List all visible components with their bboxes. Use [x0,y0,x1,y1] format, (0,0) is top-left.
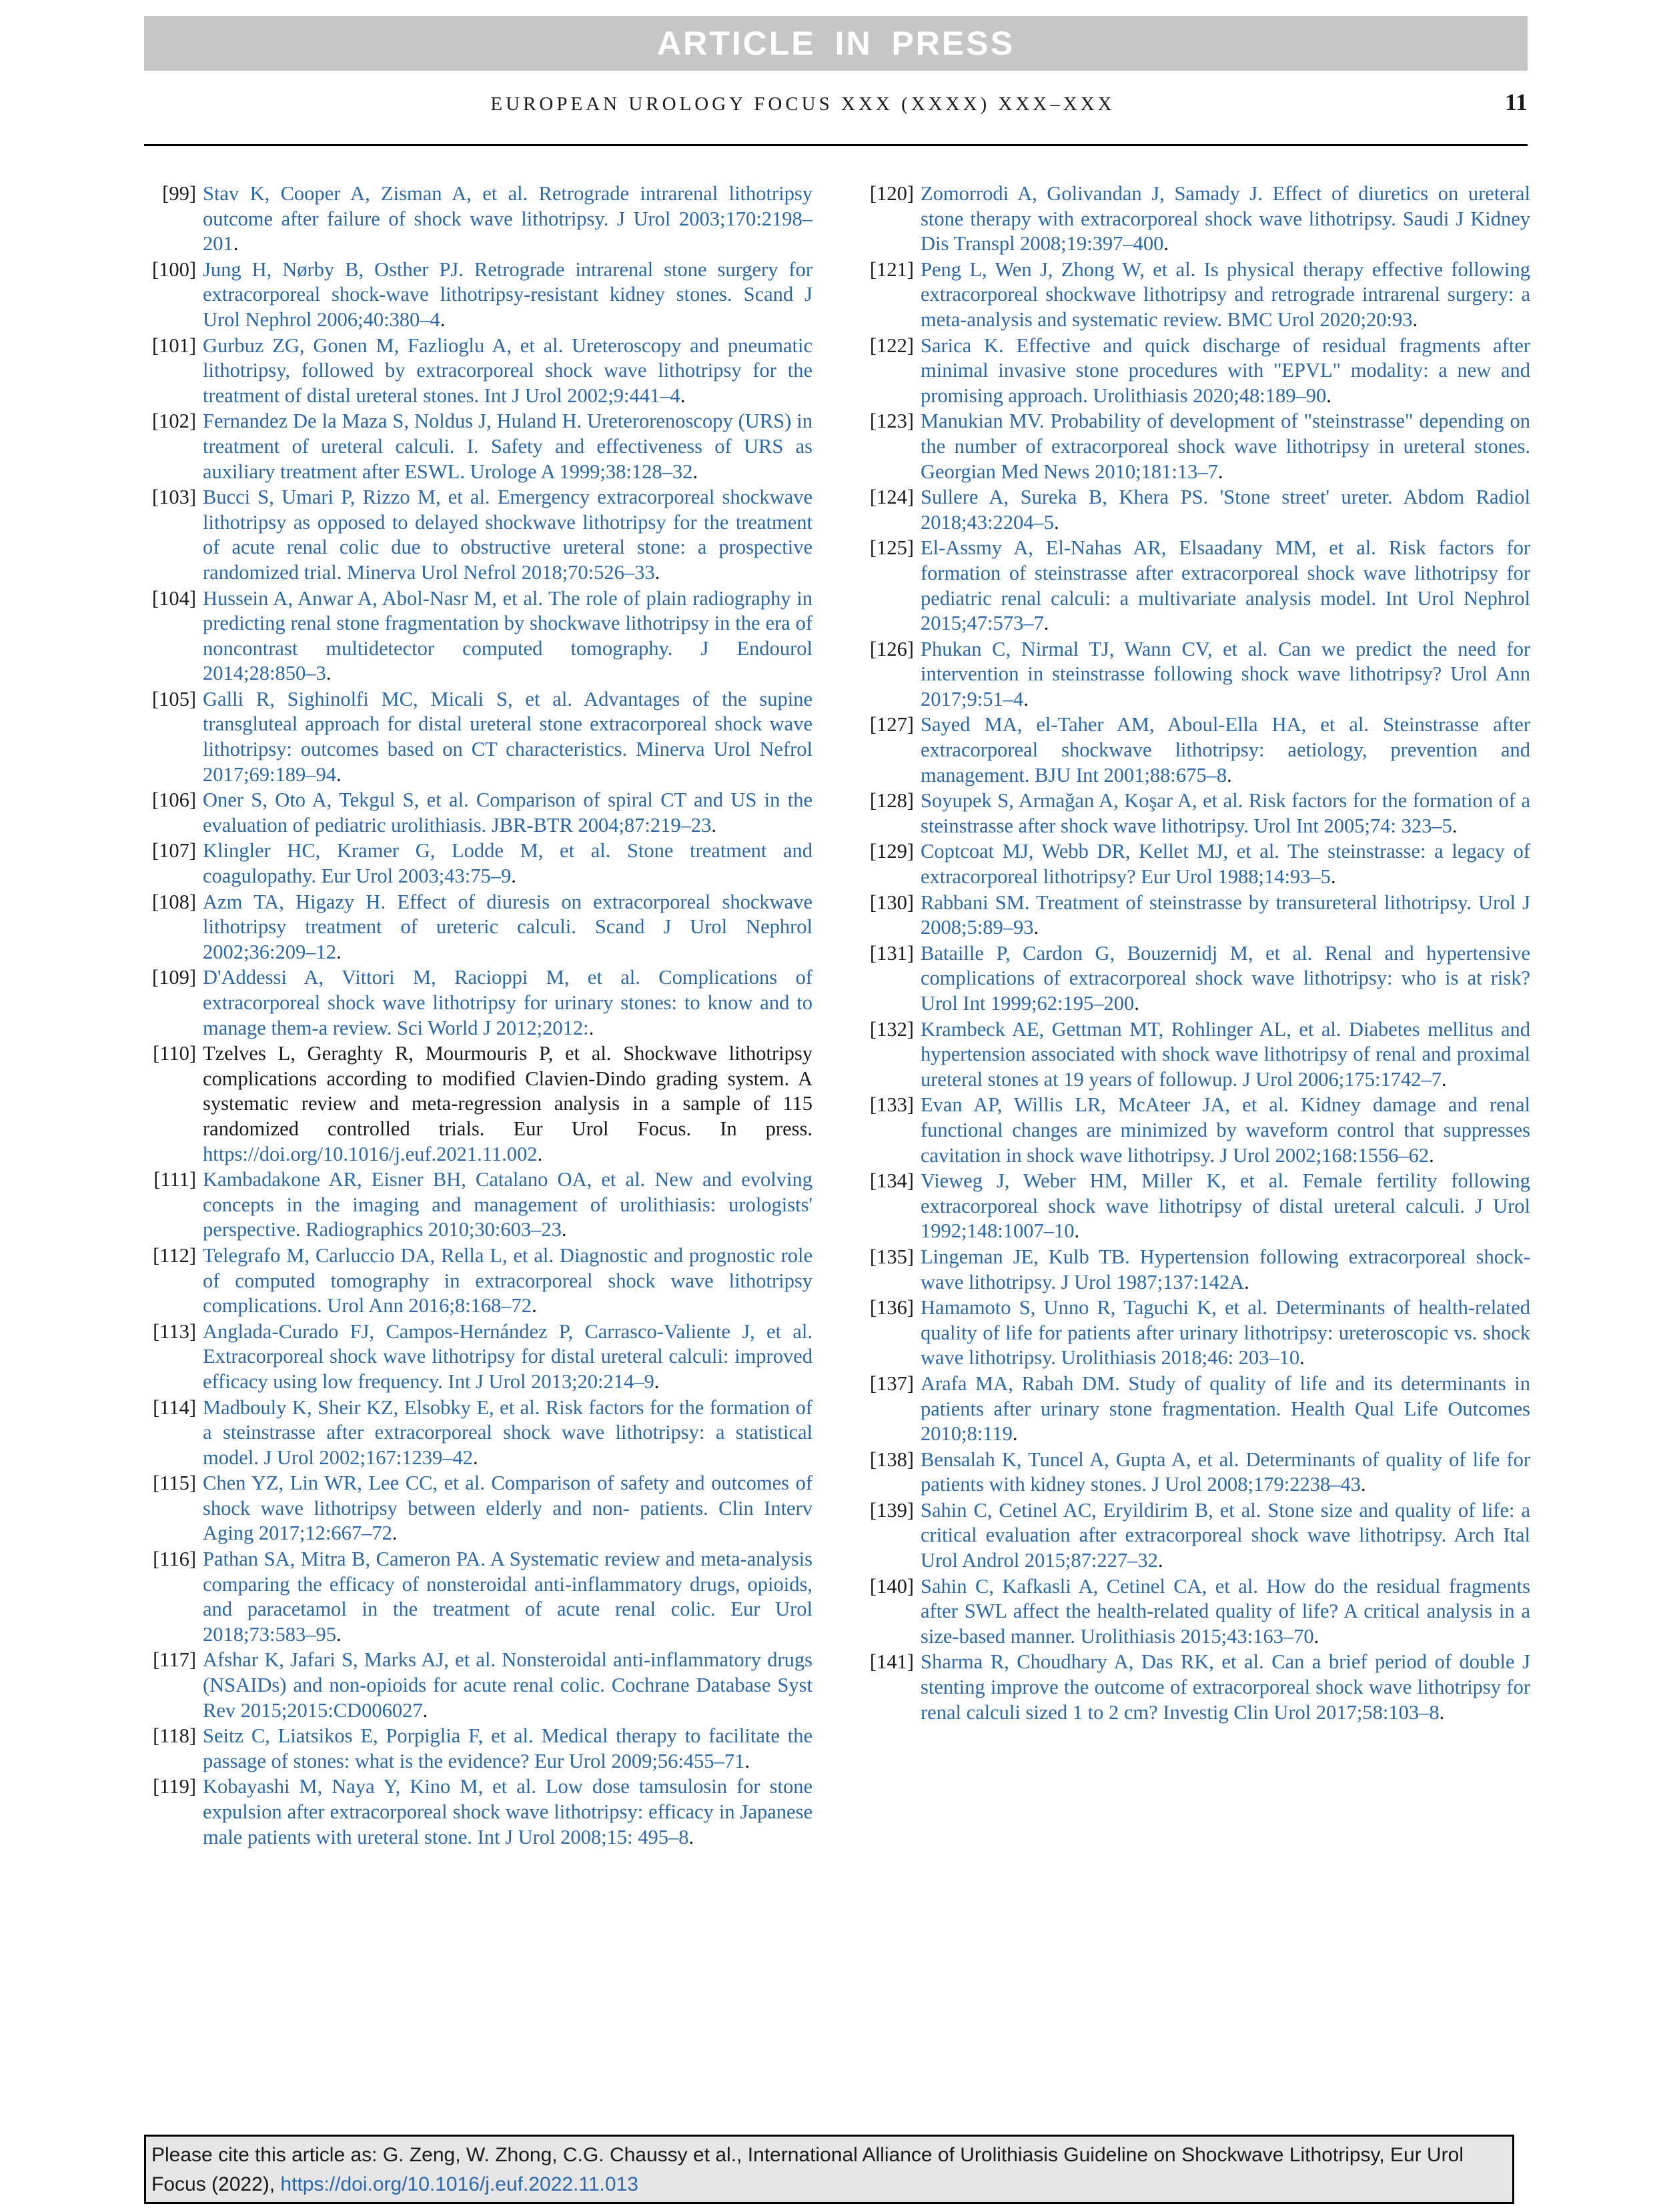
reference-item [144,890,812,965]
reference-end-period: . [1299,1346,1305,1369]
reference-item [144,1319,812,1395]
reference-link[interactable]: D'Addessi A, Vittori M, Racioppi M, et al. Complications of extracorporeal shock wave lithotripsy for urinary stones: to know and to manage them-a review. Sci World J 2012;2012: [203,966,812,1039]
reference-end-period: . [233,232,239,255]
reference-end-period: . [711,813,717,837]
reference-end-period: . [1412,308,1418,331]
reference-number: [114] [153,1396,196,1419]
reference-link[interactable]: Rabbani SM. Treatment of steinstrasse by transureteral lithotripsy. Urol J 2008;5:89–93 [921,891,1530,939]
reference-link[interactable]: Seitz C, Liatsikos E, Porpiglia F, et al. Medical therapy to facilitate the passage of stones: what is the evidence? Eur Urol 2009;56:455–71 [203,1724,812,1772]
reference-number: [123] [869,410,914,433]
reference-number: [121] [869,257,914,281]
reference-item [862,1169,1530,1244]
reference-end-period: . [1053,510,1059,534]
reference-end-period: . [744,1749,750,1772]
reference-item [862,334,1530,409]
reference-item [862,941,1530,1017]
reference-item [144,1547,812,1647]
reference-item [862,891,1530,941]
reference-number: [112] [153,1243,196,1267]
reference-end-period: . [1023,687,1029,710]
reference-item [144,687,812,787]
references-right-column [862,181,1530,1726]
reference-link[interactable]: Kobayashi M, Naya Y, Kino M, et al. Low dose tamsulosin for stone expulsion after extracorporeal shock wave lithotripsy: efficacy in Japanese male patients with ureteral stone. Int J Urol 2008;15: 495–8 [203,1775,812,1848]
reference-link[interactable]: Manukian MV. Probability of development of "steinstrasse" depending on the number of extracorporeal shock wave lithotripsy in ureteral stones. Georgian Med News 2010;181:13–7 [921,410,1530,483]
reference-number: [138] [869,1448,914,1471]
reference-item [144,1774,812,1850]
reference-link[interactable]: Phukan C, Nirmal TJ, Wann CV, et al. Can we predict the need for intervention in steinstrasse following shock wave lithotripsy? Urol Ann 2017;9:51–4 [921,637,1530,710]
reference-end-period: . [511,865,516,888]
reference-link[interactable]: Anglada-Curado FJ, Campos-Hernández P, Carrasco-Valiente J, et al. Extracorporeal shock wave lithotripsy for distal ureteral calculi: improved efficacy using low frequency. Int J Urol 2013;20:214–9 [203,1319,812,1393]
reference-end-period: . [1157,1549,1163,1572]
reference-link[interactable]: Jung H, Nørby B, Osther PJ. Retrograde intrarenal stone surgery for extracorporeal shock-wave lithotripsy-resistant kidney stones. Scand J Urol Nephrol 2006;40:380–4 [203,257,812,331]
reference-number: [131] [869,941,914,965]
reference-number: [134] [869,1169,914,1193]
reference-item [144,788,812,838]
reference-item [862,637,1530,712]
reference-item [144,1724,812,1774]
reference-link[interactable]: Madbouly K, Sheir KZ, Elsobky E, et al. Risk factors for the formation of a steinstrasse after extracorporeal shock wave lithotripsy: a statistical model. J Urol 2002;167:1239–42 [203,1396,812,1469]
reference-end-period: . [1074,1219,1080,1243]
reference-item [862,1574,1530,1650]
reference-item [144,1648,812,1723]
reference-number: [129] [869,840,914,863]
reference-end-period: . [688,1825,694,1848]
reference-end-period: . [1033,916,1039,939]
reference-link[interactable]: Sayed MA, el-Taher AM, Aboul-Ella HA, et al. Steinstrasse after extracorporeal shockwave lithotripsy: aetiology, prevention and management. BJU Int 2001;88:675–8 [921,713,1530,786]
reference-item [862,1245,1530,1295]
reference-item [144,257,812,333]
reference-item [144,839,812,889]
reference-number: [128] [869,789,914,812]
references-left-column [144,181,812,1850]
reference-number: [125] [869,536,914,560]
reference-link[interactable]: Chen YZ, Lin WR, Lee CC, et al. Comparison of safety and outcomes of shock wave lithotripsy between elderly and non- patients. Clin Interv Aging 2017;12:667–72 [203,1472,812,1545]
reference-end-period: . [1326,384,1331,407]
reference-number: [102] [151,410,196,433]
reference-number: [110] [153,1042,196,1065]
reference-item [144,586,812,686]
reference-link[interactable]: Fernandez De la Maza S, Noldus J, Huland H. Ureterorenoscopy (URS) in treatment of ureteral calculi. I. Safety and effectiveness of URS as auxiliary treatment after ESWL. Urologe A 1999;38:128–32 [203,410,812,483]
reference-link[interactable]: Stav K, Cooper A, Zisman A, et al. Retrograde intrarenal lithotripsy outcome after failure of shock wave lithotripsy. J Urol 2003;170:2198–201 [203,182,812,255]
reference-number: [111] [153,1168,196,1191]
reference-number: [109] [151,966,196,989]
citation-box [144,2135,1514,2204]
reference-number: [113] [153,1319,196,1343]
reference-link[interactable]: Sharma R, Choudhary A, Das RK, et al. Can a brief period of double J stenting improve the outcome of extracorporeal shock wave lithotripsy for renal calculi sized 1 to 2 cm? Investig Clin Urol 2017;58:103–8 [921,1650,1530,1724]
reference-end-period: . [422,1698,428,1722]
reference-link[interactable]: Sullere A, Sureka B, Khera PS. 'Stone street' ureter. Abdom Radiol 2018;43:2204–5 [921,486,1530,534]
reference-item [862,1093,1530,1168]
reference-number: [130] [869,891,914,914]
reference-item [862,1371,1530,1447]
reference-item [144,965,812,1041]
reference-link[interactable]: Zomorrodi A, Golivandan J, Samady J. Effect of diuretics on ureteral stone therapy with extracorporeal shock wave lithotripsy. Saudi J Kidney Dis Transpl 2008;19:397–400 [921,182,1530,255]
citation-text: Please cite this article as: G. Zeng, W. Zhong, C.G. Chaussy et al., International Alliance of Urolithiasis Guideline on Shockwave Lithotripsy, Eur Urol Focus (2022), [151,2144,1464,2195]
reference-item [144,485,812,585]
reference-item [144,1167,812,1243]
reference-item [862,1650,1530,1725]
reference-end-period: . [1360,1473,1366,1496]
reference-item [144,409,812,484]
reference-item [144,334,812,409]
reference-end-period: . [326,662,332,685]
reference-number: [124] [869,486,914,509]
reference-number: [140] [869,1574,914,1598]
reference-item [862,536,1530,636]
reference-end-period: . [1452,814,1458,837]
reference-item [144,181,812,257]
reference-link[interactable]: Krambeck AE, Gettman MT, Rohlinger AL, et al. Diabetes mellitus and hypertension associated with shock wave lithotripsy of renal and proximal ureteral stones at 19 years of followup. J Urol 2006;175:1742–7 [921,1017,1530,1091]
reference-number: [133] [869,1093,914,1117]
reference-link[interactable]: Bensalah K, Tuncel A, Gupta A, et al. Determinants of quality of life for patients with kidney stones. J Urol 2008;179:2238–43 [921,1448,1530,1496]
reference-link[interactable]: Bataille P, Cardon G, Bouzernidj M, et al. Renal and hypertensive complications of extracorporeal shock wave lithotripsy: who is at risk? Urol Int 1999;62:195–200 [921,941,1530,1015]
reference-link[interactable]: Sarica K. Effective and quick discharge of residual fragments after minimal invasive stone procedures with "EPVL" modality: a new and promising approach. Urolithiasis 2020;48:189–90 [921,334,1530,407]
reference-number: [127] [869,713,914,736]
reference-number: [141] [869,1650,914,1674]
reference-item [862,181,1530,257]
reference-end-period: . [1134,992,1139,1015]
reference-number: [132] [869,1017,914,1041]
reference-text: Tzelves L, Geraghty R, Mourmouris P, et al. Shockwave lithotripsy complications according to modified Clavien-Dindo grading system. A systematic review and meta-regression analysis in a sample of 115 randomized controlled trials. Eur Urol Focus. In press. [203,1042,812,1140]
reference-end-period: . [1012,1422,1018,1446]
reference-item [862,485,1530,535]
reference-link[interactable]: Oner S, Oto A, Tekgul S, et al. Comparison of spiral CT and US in the evaluation of pediatric urolithiasis. JBR-BTR 2004;87:219–23 [203,788,812,837]
reference-link[interactable]: Klingler HC, Kramer G, Lodde M, et al. Stone treatment and coagulopathy. Eur Urol 2003;43:75–9 [203,839,812,888]
reference-end-period: . [561,1218,567,1241]
reference-end-period: . [336,762,342,786]
reference-end-period: . [1439,1700,1445,1724]
reference-link[interactable]: Pathan SA, Mitra B, Cameron PA. A Systematic review and meta-analysis comparing the efficacy of nonsteroidal anti-inflammatory drugs, opioids, and paracetamol in the treatment of acute renal colic. Eur Urol 2018;73:583–95 [203,1548,812,1646]
reference-number: [104] [151,586,196,610]
reference-number: [139] [869,1498,914,1522]
reference-number: [105] [151,687,196,710]
reference-end-period: . [532,1294,537,1317]
reference-item [862,409,1530,484]
reference-item [862,1498,1530,1574]
reference-end-period: . [472,1446,478,1469]
reference-link[interactable]: Galli R, Sighinolfi MC, Micali S, et al. Advantages of the supine transgluteal approach for distal ureteral stone extracorporeal shock wave lithotripsy: outcomes based on CT characteristics. Minerva Urol Nefrol 2017;69:189–94 [203,687,812,786]
reference-item [862,712,1530,788]
reference-number: [118] [153,1724,196,1748]
page-number: 11 [1504,89,1528,115]
reference-number: [101] [151,334,196,357]
reference-number: [122] [869,334,914,357]
reference-link[interactable]: Soyupek S, Armağan A, Koşar A, et al. Risk factors for the formation of a steinstrasse after shock wave lithotripsy. Urol Int 2005;74: 323–5 [921,789,1530,837]
reference-end-period: . [1227,763,1232,786]
reference-number: [108] [151,890,196,913]
reference-doi-link[interactable]: https://doi.org/10.1016/j.euf.2021.11.002 [203,1142,538,1165]
reference-link[interactable]: Sahin C, Cetinel AC, Eryildirim B, et al. Stone size and quality of life: a critical evaluation after extracorporeal shock wave lithotripsy. Arch Ital Urol Androl 2015;87:227–32 [921,1498,1530,1572]
reference-number: [126] [869,637,914,660]
reference-link[interactable]: El-Assmy A, El-Nahas AR, Elsaadany MM, et al. Risk factors for formation of steinstrasse after extracorporeal shock wave lithotripsy for pediatric renal calculi: a multivariate analysis model. Int Urol Nephrol 2015;47:573–7 [921,536,1530,635]
reference-number: [117] [153,1648,196,1672]
reference-end-period: . [392,1522,398,1545]
reference-end-period: . [1442,1067,1447,1091]
reference-end-period: . [1313,1624,1319,1648]
reference-number: [116] [153,1548,196,1571]
reference-link[interactable]: Peng L, Wen J, Zhong W, et al. Is physical therapy effective following extracorporeal shockwave lithotripsy and retrograde intrarenal surgery: a meta-analysis and systematic review. BMC Urol 2020;20:93 [921,257,1530,331]
reference-link[interactable]: Gurbuz ZG, Gonen M, Fazlioglu A, et al. Ureteroscopy and pneumatic lithotripsy, followed by extracorporeal shock wave lithotripsy for the treatment of distal ureteral stones. Int J Urol 2002;9:441–4 [203,334,812,407]
reference-number: [137] [869,1371,914,1395]
reference-end-period: . [1217,460,1223,483]
reference-end-period: . [588,1016,594,1039]
reference-link[interactable]: Evan AP, Willis LR, McAteer JA, et al. Kidney damage and renal functional changes are minimized by waveform control that suppresses cavitation in shock wave lithotripsy. J Urol 2002;168:1556–62 [921,1093,1530,1167]
reference-end-period: . [440,308,446,331]
reference-link[interactable]: Coptcoat MJ, Webb DR, Kellet MJ, et al. The steinstrasse: a legacy of extracorporeal lithotripsy? Eur Urol 1988;14:93–5 [921,840,1530,889]
reference-item [862,788,1530,839]
reference-number: [120] [869,182,914,205]
reference-item [144,1041,812,1167]
reference-end-period: . [692,460,698,483]
reference-end-period: . [654,560,660,584]
header-divider [144,144,1528,146]
reference-end-period: . [1330,865,1336,889]
reference-item [862,839,1530,889]
reference-item [144,1243,812,1319]
reference-end-period: . [1163,232,1169,255]
reference-item [862,1448,1530,1498]
journal-running-header: EUROPEAN UROLOGY FOCUS XXX (XXXX) XXX–XXX [490,93,1115,115]
reference-link[interactable]: Hamamoto S, Unno R, Taguchi K, et al. Determinants of health-related quality of life for patients after urinary lithotripsy: ureteroscopic vs. shock wave lithotripsy. Urolithiasis 2018;46: 203–10 [921,1296,1530,1369]
article-in-press-banner: ARTICLE IN PRESS [144,16,1528,71]
reference-number: [107] [151,839,196,863]
reference-number: [136] [869,1296,914,1319]
reference-item [862,257,1530,333]
reference-link[interactable]: Telegrafo M, Carluccio DA, Rella L, et al. Diagnostic and prognostic role of computed tomography in extracorporeal shock wave lithotripsy complications. Urol Ann 2016;8:168–72 [203,1243,812,1317]
reference-number: [106] [151,788,196,812]
reference-number: [119] [153,1775,196,1798]
reference-link[interactable]: Azm TA, Higazy H. Effect of diuresis on extracorporeal shockwave lithotripsy treatment of ureteric calculi. Scand J Urol Nephrol 2002;36:209–12 [203,890,812,963]
reference-end-period: . [654,1369,660,1393]
reference-item [144,1396,812,1471]
reference-end-period: . [1244,1270,1249,1293]
reference-link[interactable]: Arafa MA, Rabah DM. Study of quality of life and its determinants in patients after urinary stone fragmentation. Health Qual Life Outcomes 2010;8:119 [921,1371,1530,1446]
reference-link[interactable]: Kambadakone AR, Eisner BH, Catalano OA, et al. New and evolving concepts in the imaging and management of urolithiasis: urologists' perspective. Radiographics 2010;30:603–23 [203,1168,812,1241]
reference-link[interactable]: Bucci S, Umari P, Rizzo M, et al. Emergency extracorporeal shockwave lithotripsy as opposed to delayed shockwave lithotripsy for the treatment of acute renal colic due to obstructive ureteral stone: a prospective randomized trial. Minerva Urol Nefrol 2018;70:526–33 [203,486,812,584]
reference-item [144,1471,812,1546]
reference-end-period: . [336,940,342,963]
reference-end-period: . [680,384,686,407]
reference-number: [103] [151,486,196,509]
reference-link[interactable]: Sahin C, Kafkasli A, Cetinel CA, et al. How do the residual fragments after SWL affect the health-related quality of life? A critical analysis in a size-based manner. Urolithiasis 2015;43:163–70 [921,1574,1530,1648]
reference-link[interactable]: Hussein A, Anwar A, Abol-Nasr M, et al. The role of plain radiography in predicting renal stone fragmentation by shockwave lithotripsy in the era of noncontrast multidetector computed tomography. J Endourol 2014;28:850–3 [203,586,812,685]
reference-link[interactable]: Afshar K, Jafari S, Marks AJ, et al. Nonsteroidal anti-inflammatory drugs (NSAIDs) and non-opioids for acute renal colic. Cochrane Database Syst Rev 2015;2015:CD006027 [203,1648,812,1722]
reference-end-period: . [1043,612,1049,635]
reference-number: [115] [153,1472,196,1495]
reference-number: [99] [162,182,196,205]
reference-link[interactable]: Vieweg J, Weber HM, Miller K, et al. Female fertility following extracorporeal shock wave lithotripsy of distal ureteral calculi. J Urol 1992;148:1007–10 [921,1169,1530,1243]
reference-number: [100] [151,257,196,281]
reference-end-period: . [537,1142,543,1165]
reference-item [862,1017,1530,1093]
reference-end-period: . [336,1622,342,1646]
citation-doi-link[interactable]: https://doi.org/10.1016/j.euf.2022.11.013 [280,2173,638,2195]
reference-link[interactable]: Lingeman JE, Kulb TB. Hypertension following extracorporeal shock-wave lithotripsy. J Urol 1987;137:142A [921,1245,1530,1293]
reference-item [862,1295,1530,1371]
reference-number: [135] [869,1245,914,1268]
reference-end-period: . [1429,1143,1434,1167]
